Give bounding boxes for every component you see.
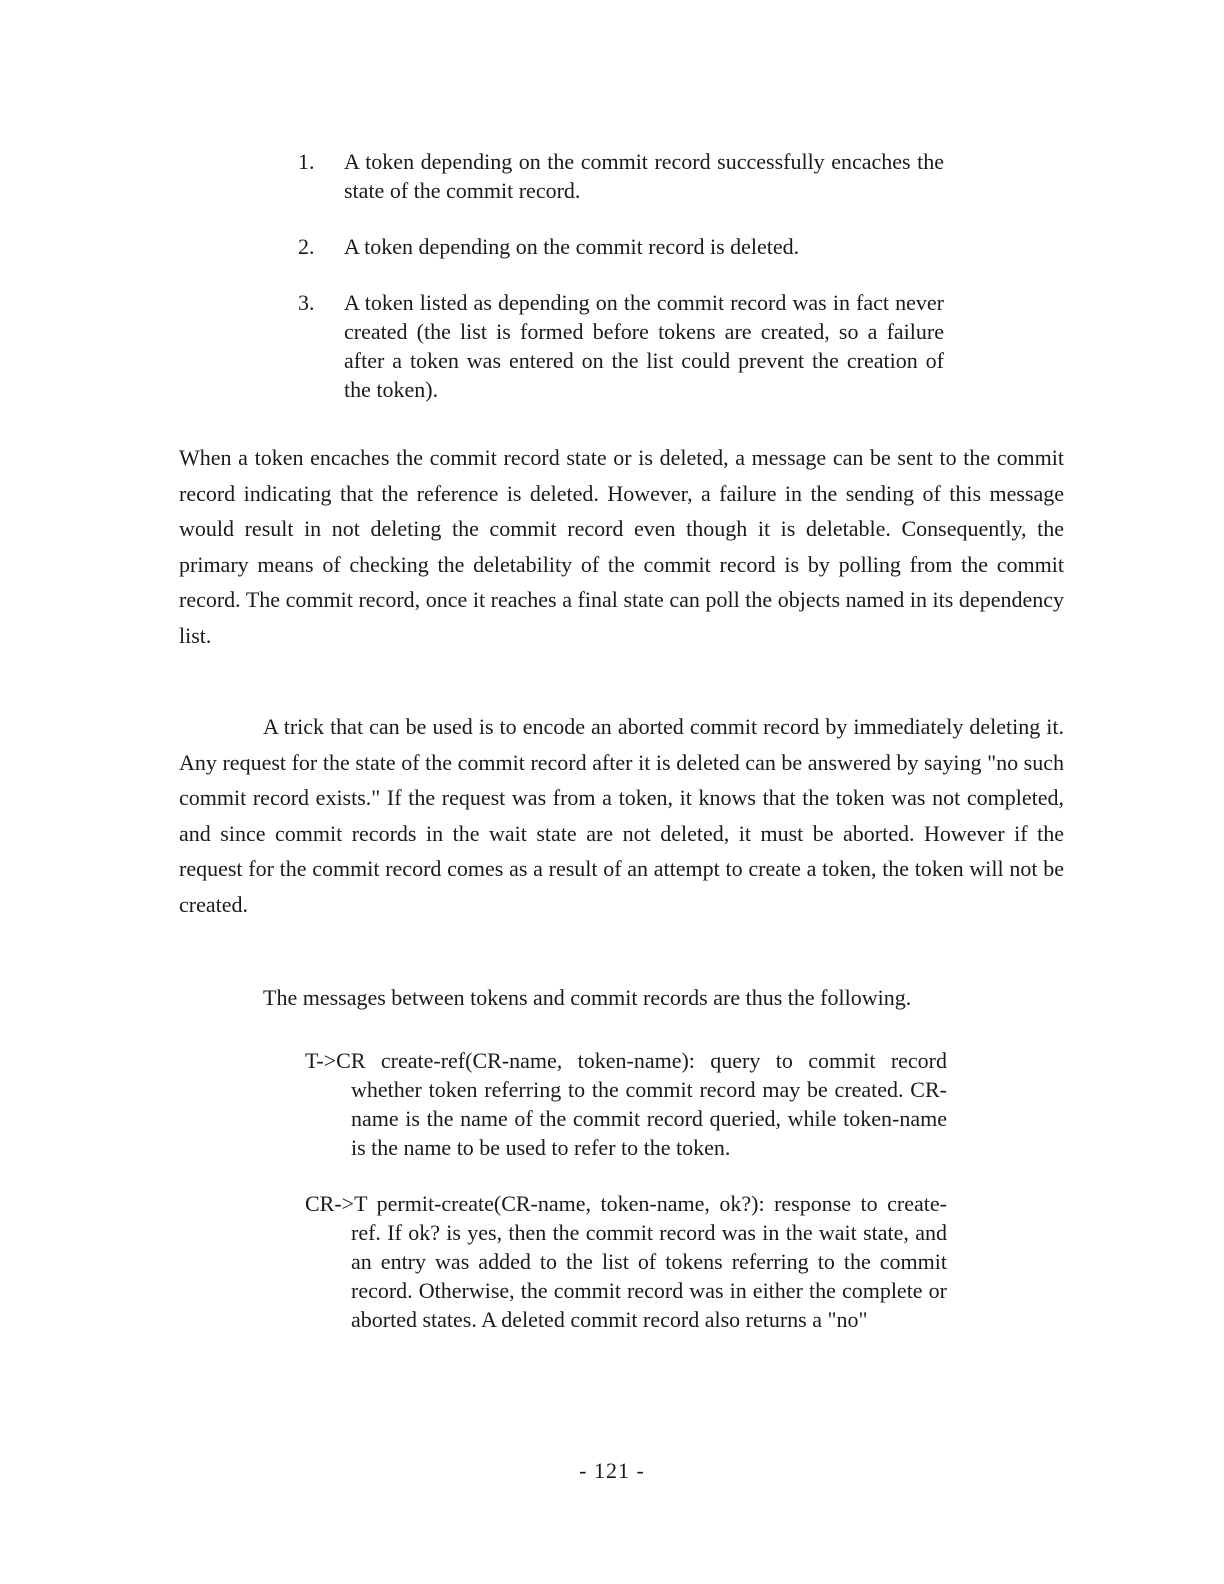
list-item <box>298 232 948 261</box>
list-item-number: 2. <box>298 234 315 259</box>
paragraph-polling: When a token encaches the commit record state or is deleted, a message can be sent to the commit record indicating that the reference is deleted. However, a failure in the sending of this message would result in not deleting the commit record even though it is deletable. Consequently, the primary means of checking the deletability of the commit record is by polling from the commit record. The commit record, once it reaches a final state can poll the objects named in its dependency list. <box>179 445 1064 648</box>
paragraph-trick: A trick that can be used is to encode an aborted commit record by immediately deleting it. Any request for the state of the commit record after it is deleted can be answered by saying "no such commit record exists." If the request was from a token, it knows that the token was not completed, and since commit records in the wait state are not deleted, it must be aborted. However if the request for the commit record comes as a result of an attempt to create a token, the token will not be created. <box>179 714 1064 917</box>
list-item-number: 1. <box>298 149 315 174</box>
list-item-text: A token depending on the commit record is deleted. <box>344 234 800 259</box>
numbered-list <box>298 147 948 431</box>
list-item-text: A token listed as depending on the commit record was in fact never created (the list is formed before tokens are created, so a failure after a token was entered on the list could prevent the creation of the token). <box>344 290 944 402</box>
page-number: - 121 - <box>579 1458 645 1483</box>
message-item: CR->T permit-create(CR-name, token-name, ok?): response to create-ref. If ok? is yes, then the commit record was in the wait state, and an entry was added to the list of tokens referring to the commit record. Otherwise, the commit record was in either the complete or aborted states. A deleted commit record also returns a "no" <box>305 1191 947 1332</box>
list-item-text: A token depending on the commit record successfully encaches the state of the commit record. <box>344 149 944 203</box>
message-item: T->CR create-ref(CR-name, token-name): query to commit record whether token referring to the commit record may be created. CR-name is the name of the commit record queried, while token-name is the name to be used to refer to the token. <box>305 1048 947 1160</box>
list-item-number: 3. <box>298 290 315 315</box>
list-item <box>298 288 948 404</box>
message-list <box>305 1046 947 1361</box>
paragraph-messages-intro: The messages between tokens and commit records are thus the following. <box>263 985 912 1010</box>
list-item <box>298 147 948 205</box>
